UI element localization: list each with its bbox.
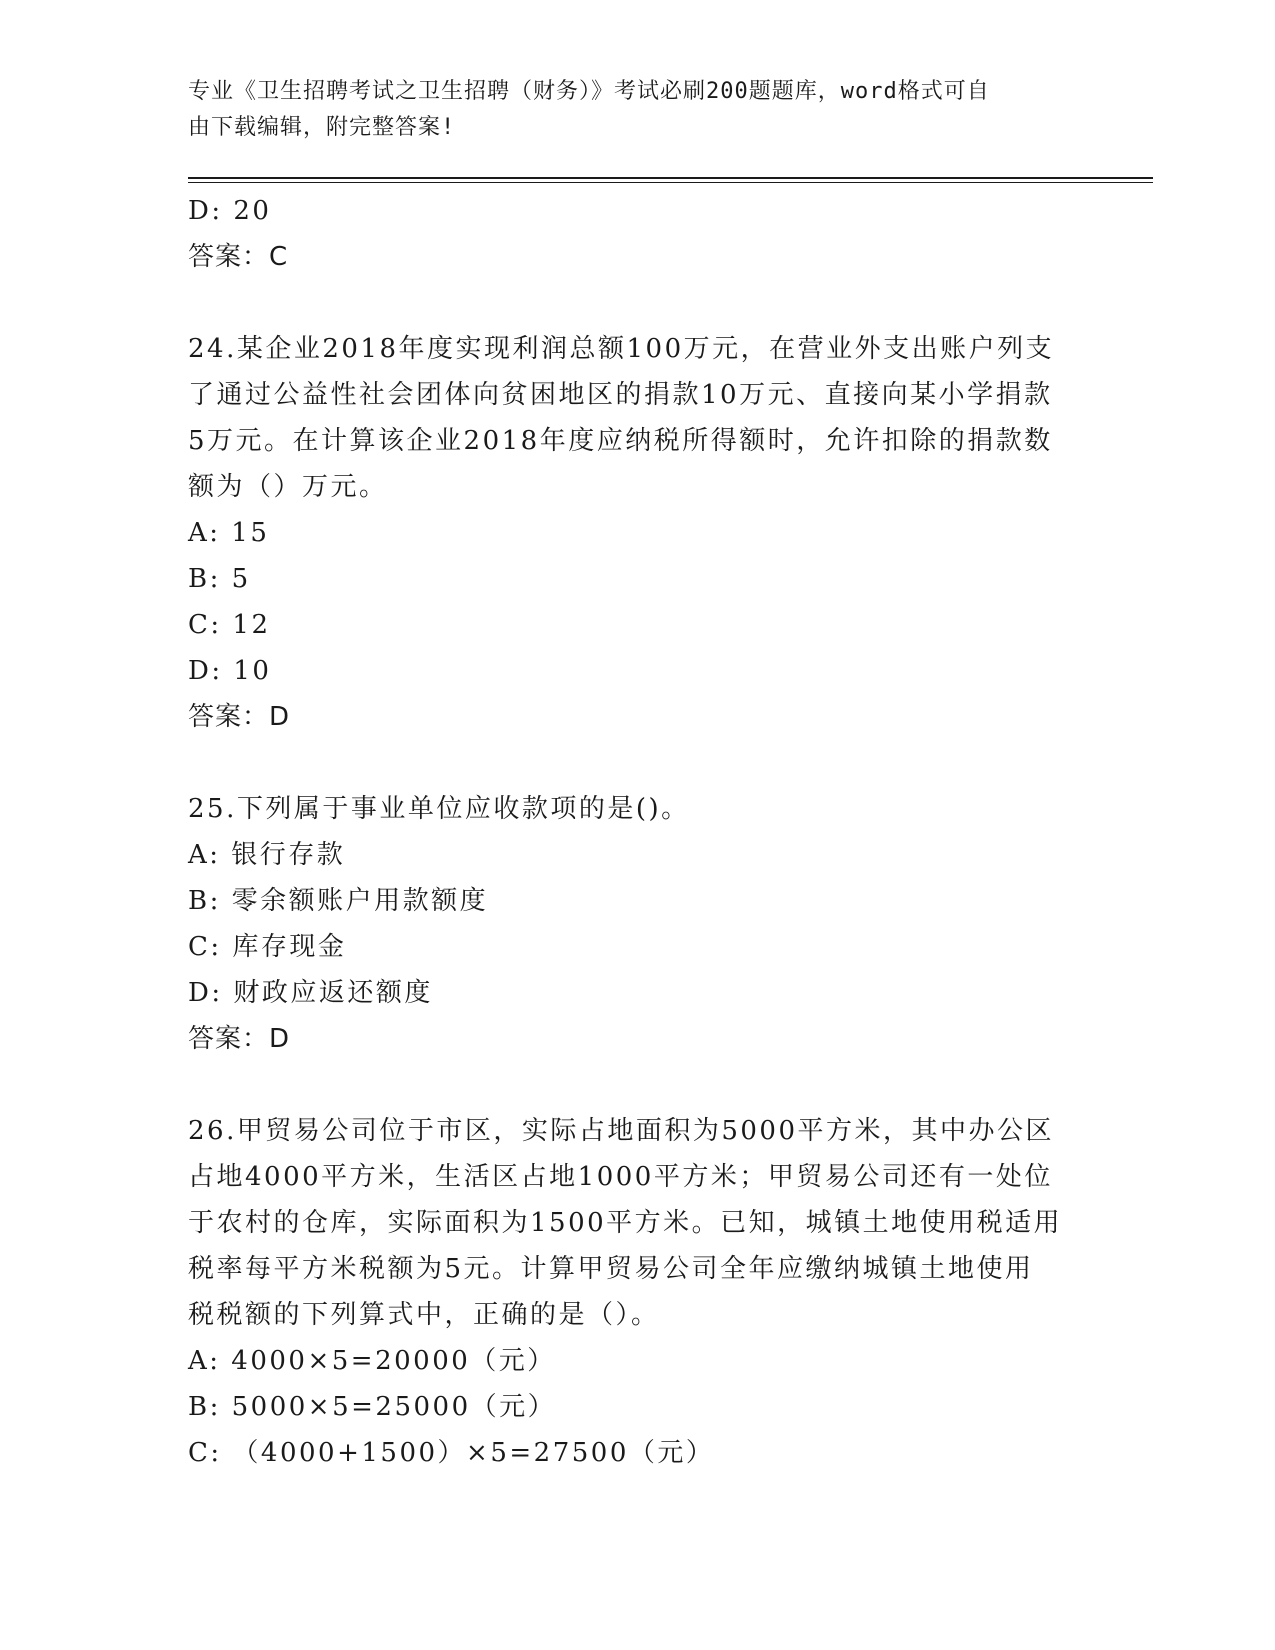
header-divider-thick [188,177,1153,179]
q23-answer: 答案：C [188,242,289,272]
q26-stem-line-5: 税税额的下列算式中，正确的是（）。 [188,1300,660,1330]
spacer [188,740,1078,786]
question-26 [188,1108,1078,1476]
spacer [188,280,1078,326]
header-divider-thin [188,182,1153,183]
q23-option-d: D: 20 [188,196,272,226]
q24-stem-line-4: 额为（）万元。 [188,472,388,502]
q26-option-c: C: （4000+1500）×5=27500（元） [188,1438,715,1468]
q26-stem-line-4: 税率每平方米税额为5元。计算甲贸易公司全年应缴纳城镇土地使用 [188,1254,1034,1284]
q26-stem-line-2: 占地4000平方米，生活区占地1000平方米；甲贸易公司还有一处位 [188,1162,1053,1192]
q25-option-c: C: 库存现金 [188,932,347,962]
q25-answer: 答案：D [188,1024,291,1054]
q24-stem-line-3: 5万元。在计算该企业2018年度应纳税所得额时，允许扣除的捐款数 [188,426,1053,456]
document-header [188,74,1068,146]
q24-stem-line-1: 24.某企业2018年度实现利润总额100万元，在营业外支出账户列支 [188,334,1055,364]
header-line-2: 由下载编辑，附完整答案! [188,115,456,140]
q26-option-a: A: 4000×5=20000（元） [188,1346,556,1376]
q24-option-a: A: 15 [188,518,270,548]
q25-option-d: D: 财政应返还额度 [188,978,433,1008]
question-24 [188,326,1078,740]
q24-option-d: D: 10 [188,656,272,686]
q25-option-a: A: 银行存款 [188,840,346,870]
header-line-1: 专业《卫生招聘考试之卫生招聘（财务）》考试必刷200题题库，word格式可自 [188,79,990,104]
q26-stem-line-1: 26.甲贸易公司位于市区，实际占地面积为5000平方米，其中办公区 [188,1116,1055,1146]
q25-option-b: B: 零余额账户用款额度 [188,886,489,916]
q24-option-b: B: 5 [188,564,251,594]
q24-stem-line-2: 了通过公益性社会团体向贫困地区的捐款10万元、直接向某小学捐款 [188,380,1053,410]
q26-option-b: B: 5000×5=25000（元） [188,1392,557,1422]
question-25 [188,786,1078,1062]
spacer [188,1062,1078,1108]
q24-option-c: C: 12 [188,610,271,640]
q26-stem-line-3: 于农村的仓库，实际面积为1500平方米。已知，城镇土地使用税适用 [188,1208,1063,1238]
q25-stem-line-1: 25.下列属于事业单位应收款项的是()。 [188,794,690,824]
q24-answer: 答案：D [188,702,291,732]
question-content [188,188,1078,1476]
